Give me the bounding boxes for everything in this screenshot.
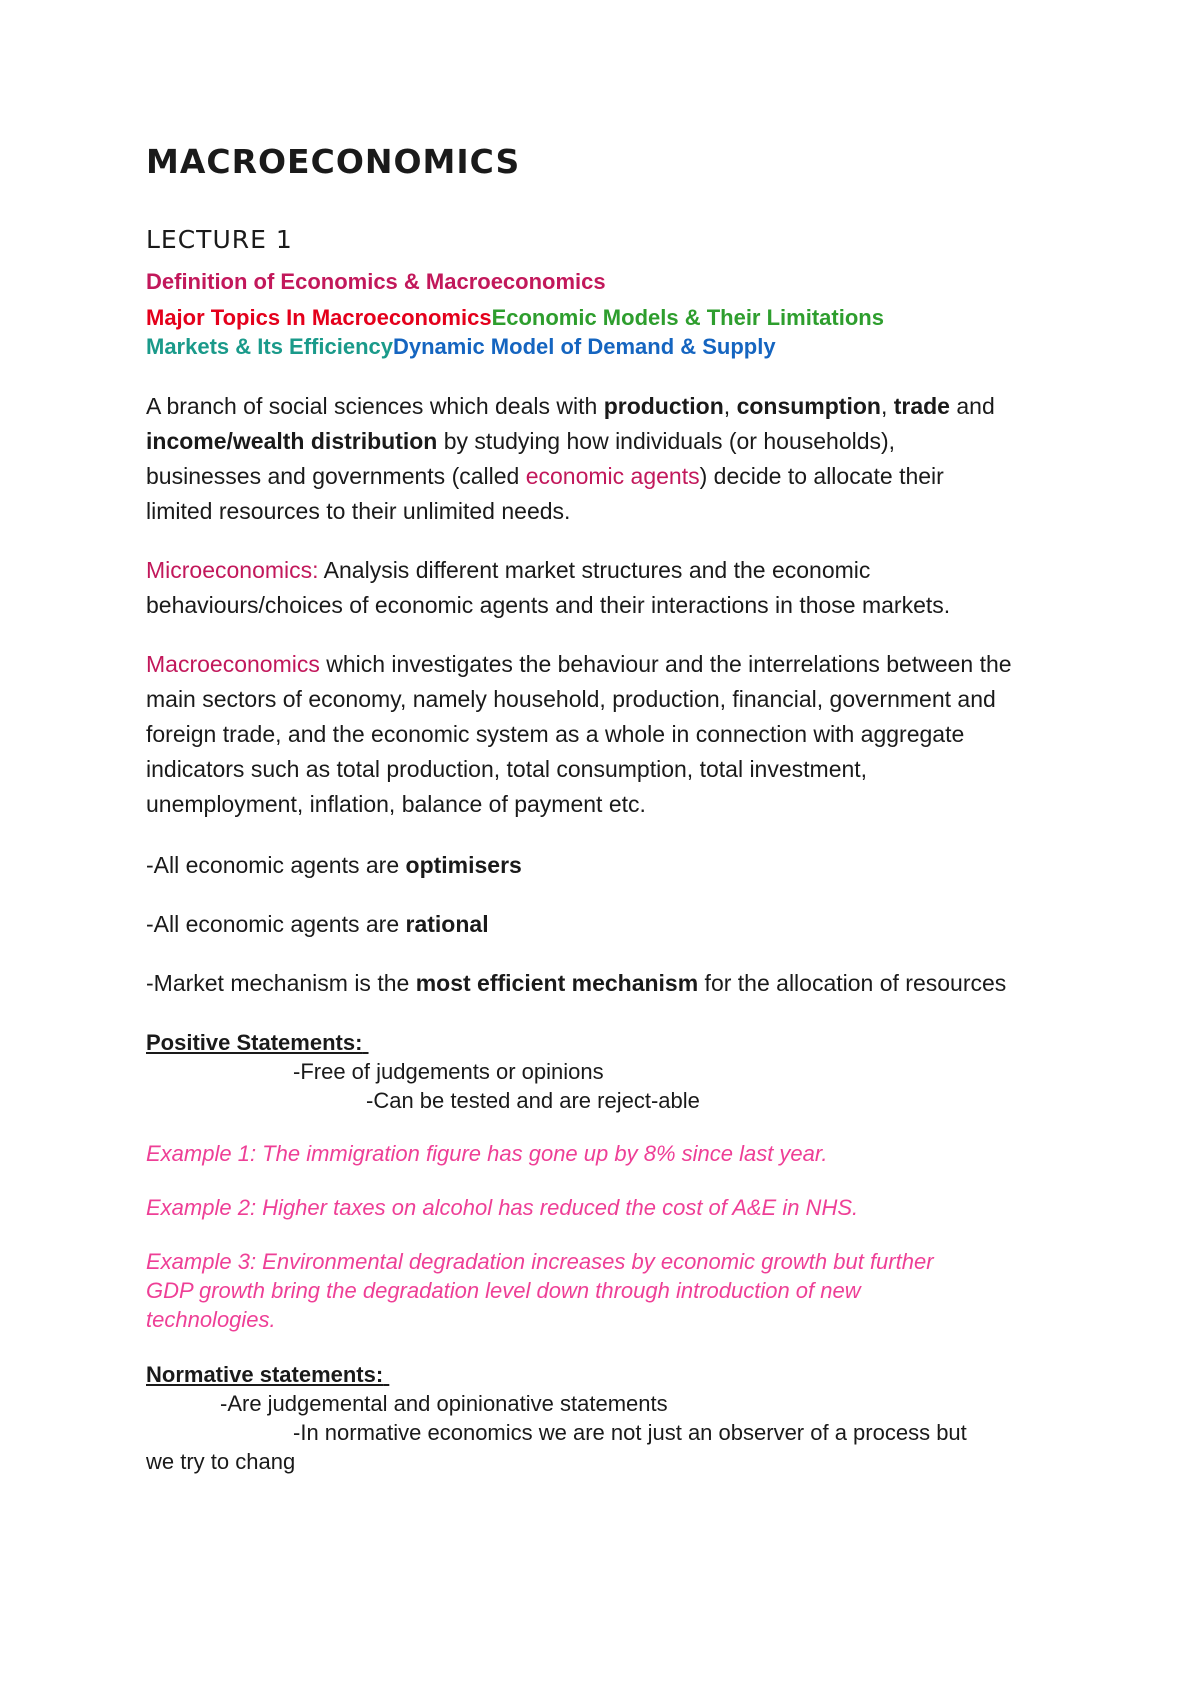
macro-line-2: main sectors of economy, namely household, production, financial, government and bbox=[146, 686, 996, 712]
topic-economic-models: Economic Models & Their Limitations bbox=[491, 305, 884, 330]
positive-example-3-line-1: Example 3: Environmental degradation increases by economic growth but further bbox=[146, 1249, 934, 1274]
assumption-keyword: most efficient mechanism bbox=[415, 970, 699, 996]
lecture-heading: LECTURE 1 bbox=[146, 225, 293, 254]
topic-markets-efficiency: Markets & Its Efficiency bbox=[146, 334, 393, 359]
economic-agents-term: economic agents bbox=[525, 463, 700, 489]
definition-keyword: income/wealth distribution bbox=[146, 428, 438, 454]
topic-row-1 bbox=[146, 304, 884, 332]
definition-keyword: production bbox=[603, 393, 724, 419]
document-title: MACROECONOMICS bbox=[146, 142, 521, 181]
assumption-optimisers bbox=[146, 851, 522, 879]
positive-point-2: -Can be tested and are reject-able bbox=[366, 1088, 700, 1113]
assumption-text: -Market mechanism is the bbox=[146, 970, 416, 996]
definition-keyword: consumption bbox=[736, 393, 881, 419]
micro-text: Analysis different market structures and the economic bbox=[318, 557, 871, 583]
assumption-keyword: rational bbox=[405, 911, 489, 937]
positive-example-3-line-2: GDP growth bring the degradation level down through introduction of new bbox=[146, 1278, 861, 1303]
assumption-keyword: optimisers bbox=[405, 852, 522, 878]
assumption-market-mechanism bbox=[146, 969, 1006, 997]
macro-term: Macroeconomics bbox=[146, 651, 320, 677]
topic-row-2 bbox=[146, 333, 776, 361]
macro-line-1 bbox=[146, 650, 1012, 678]
normative-heading-text: Normative statements: bbox=[146, 1362, 384, 1387]
definition-text: A branch of social sciences which deals with bbox=[146, 393, 604, 419]
topic-dynamic-model: Dynamic Model of Demand & Supply bbox=[392, 334, 776, 359]
definition-line-3 bbox=[146, 462, 944, 490]
assumption-text: -All economic agents are bbox=[146, 852, 406, 878]
normative-point-2-continued: we try to chang bbox=[146, 1449, 296, 1474]
assumption-text: for the allocation of resources bbox=[698, 970, 1007, 996]
definition-line-4: limited resources to their unlimited needs. bbox=[146, 498, 571, 524]
macro-line-4: indicators such as total production, total consumption, total investment, bbox=[146, 756, 868, 782]
definition-text: businesses and governments (called bbox=[146, 463, 526, 489]
positive-heading-text: Positive Statements: bbox=[146, 1030, 363, 1055]
positive-example-2: Example 2: Higher taxes on alcohol has reduced the cost of A&E in NHS. bbox=[146, 1195, 859, 1220]
positive-point-1: -Free of judgements or opinions bbox=[293, 1059, 604, 1084]
topic-major-topics: Major Topics In Macroeconomics bbox=[146, 305, 492, 330]
positive-heading-underline-tail bbox=[362, 1029, 414, 1057]
definition-line-2 bbox=[146, 427, 895, 455]
macro-line-3: foreign trade, and the economic system as a whole in connection with aggregate bbox=[146, 721, 965, 747]
definition-keyword: trade bbox=[893, 393, 950, 419]
macro-line-5: unemployment, inflation, balance of payment etc. bbox=[146, 791, 646, 817]
micro-line-1 bbox=[146, 556, 870, 584]
definition-text: and bbox=[949, 393, 995, 419]
definition-text: , bbox=[723, 393, 737, 419]
normative-point-2: -In normative economics we are not just an observer of a process but bbox=[293, 1420, 967, 1445]
positive-heading bbox=[146, 1029, 414, 1057]
micro-line-2: behaviours/choices of economic agents and their interactions in those markets. bbox=[146, 592, 951, 618]
definition-text: by studying how individuals (or households), bbox=[437, 428, 896, 454]
definition-text: ) decide to allocate their bbox=[699, 463, 944, 489]
definition-line-1 bbox=[146, 392, 995, 420]
assumption-text: -All economic agents are bbox=[146, 911, 406, 937]
positive-example-1: Example 1: The immigration figure has gone up by 8% since last year. bbox=[146, 1141, 828, 1166]
normative-heading bbox=[146, 1361, 389, 1389]
definition-text: , bbox=[880, 393, 894, 419]
assumption-rational bbox=[146, 910, 489, 938]
normative-heading-underline-tail bbox=[383, 1361, 389, 1389]
positive-example-3-line-3: technologies. bbox=[146, 1307, 276, 1332]
micro-term: Microeconomics: bbox=[146, 557, 319, 583]
topic-definition: Definition of Economics & Macroeconomics bbox=[146, 269, 606, 294]
normative-point-1: -Are judgemental and opinionative statements bbox=[220, 1391, 668, 1416]
macro-text: which investigates the behaviour and the interrelations between the bbox=[319, 651, 1012, 677]
